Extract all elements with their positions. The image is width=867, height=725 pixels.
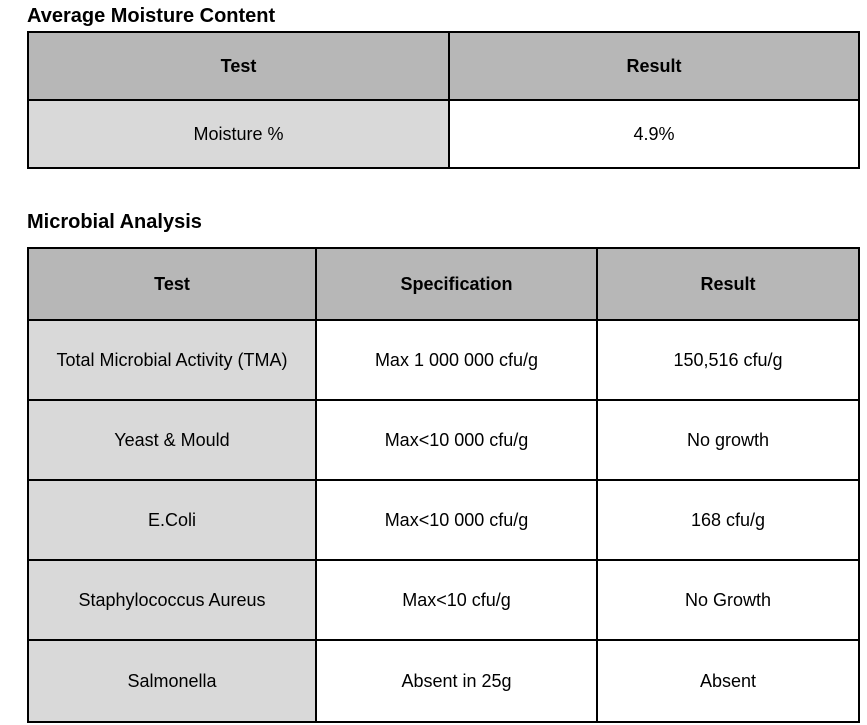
- table-row: [28, 320, 859, 400]
- column-header-specification: Specification: [316, 248, 597, 320]
- test-cell: Staphylococcus Aureus: [28, 560, 316, 640]
- microbial-section-title: Microbial Analysis: [27, 211, 202, 233]
- test-cell: Moisture %: [28, 100, 449, 168]
- specification-cell: Max<10 cfu/g: [316, 560, 597, 640]
- moisture-section-title: Average Moisture Content: [27, 5, 276, 27]
- result-cell: 168 cfu/g: [597, 480, 859, 560]
- specification-cell: Max 1 000 000 cfu/g: [316, 320, 597, 400]
- table-row: [28, 640, 859, 722]
- table-row: [28, 400, 859, 480]
- table-header-row: [28, 248, 859, 320]
- specification-cell: Max<10 000 cfu/g: [316, 480, 597, 560]
- table-row: [28, 100, 859, 168]
- moisture-table: [27, 31, 860, 169]
- test-cell: Yeast & Mould: [28, 400, 316, 480]
- result-cell: No Growth: [597, 560, 859, 640]
- test-cell: Salmonella: [28, 640, 316, 722]
- specification-cell: Absent in 25g: [316, 640, 597, 722]
- result-cell: Absent: [597, 640, 859, 722]
- test-cell: Total Microbial Activity (TMA): [28, 320, 316, 400]
- result-cell: 150,516 cfu/g: [597, 320, 859, 400]
- microbial-table: [27, 247, 860, 723]
- column-header-result: Result: [597, 248, 859, 320]
- table-row: [28, 560, 859, 640]
- test-cell: E.Coli: [28, 480, 316, 560]
- specification-cell: Max<10 000 cfu/g: [316, 400, 597, 480]
- result-cell: No growth: [597, 400, 859, 480]
- column-header-result: Result: [449, 32, 859, 100]
- table-row: [28, 480, 859, 560]
- column-header-test: Test: [28, 32, 449, 100]
- table-header-row: [28, 32, 859, 100]
- column-header-test: Test: [28, 248, 316, 320]
- result-cell: 4.9%: [449, 100, 859, 168]
